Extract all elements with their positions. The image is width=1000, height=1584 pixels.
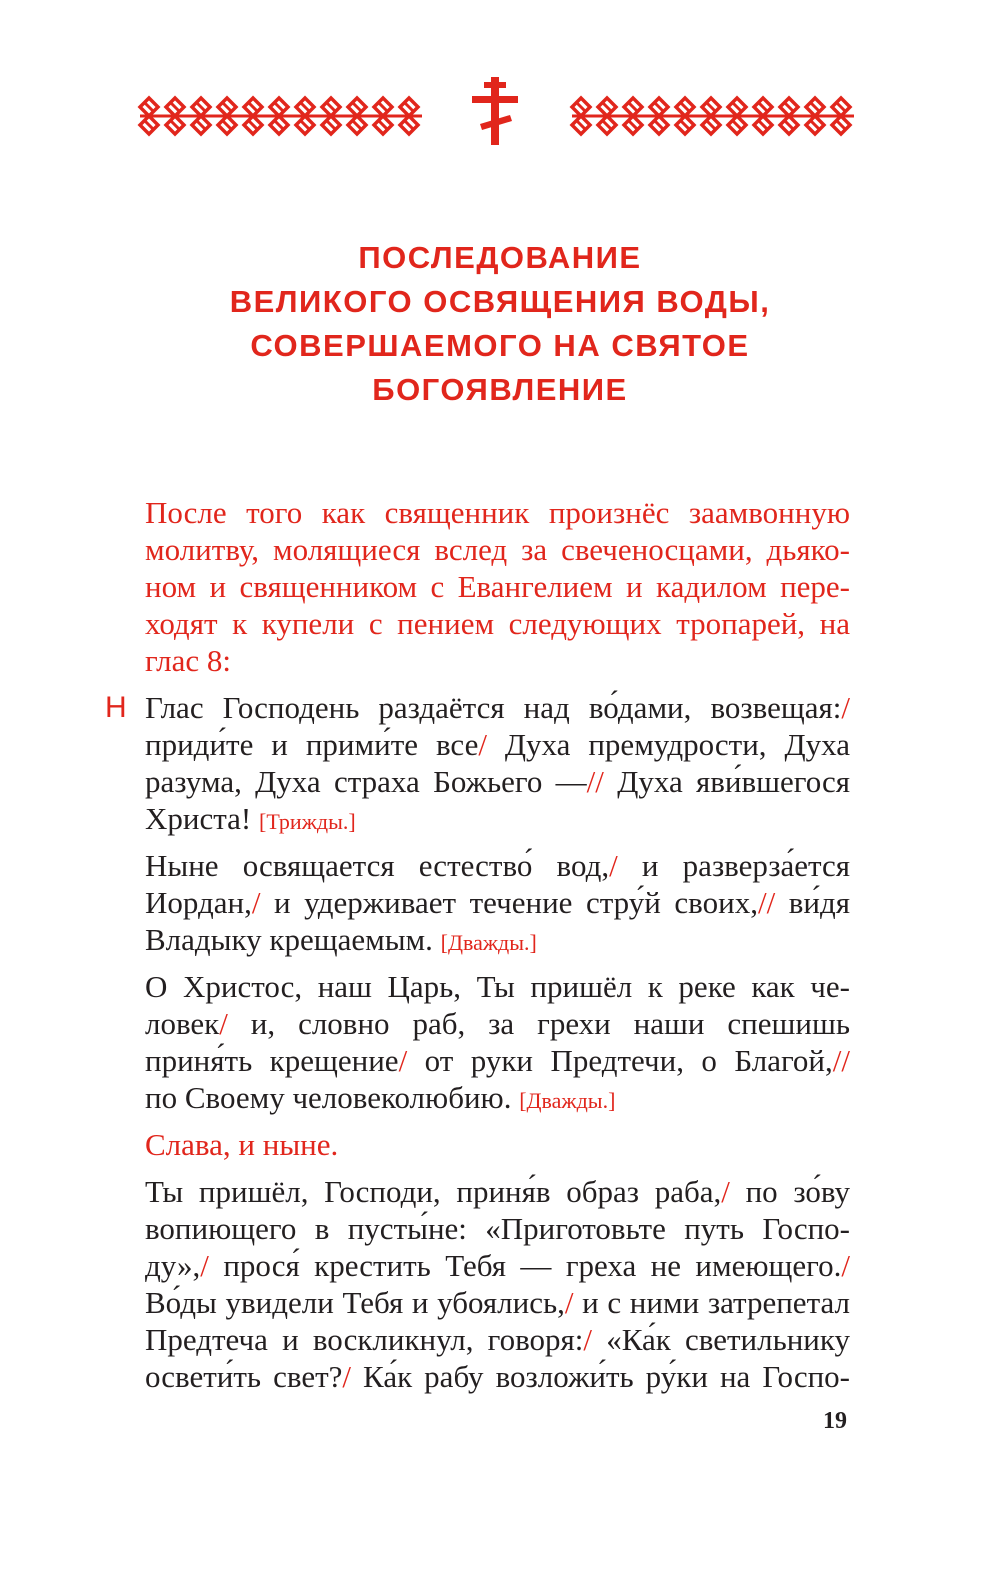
body-text	[105, 494, 851, 1405]
verse-text: ви́дя	[775, 885, 851, 920]
ornament-left-band	[140, 98, 422, 134]
intro-line: глас 8:	[145, 643, 231, 678]
repeat-note: [Дважды.]	[519, 1088, 616, 1113]
verse-text: от руки Предтечи, о Благой,	[407, 1043, 833, 1078]
page-number: 19	[823, 1408, 847, 1434]
pause-mark: /	[564, 1285, 574, 1320]
verse-text: ду»,	[145, 1248, 201, 1283]
intro-line: После того как священник произнёс заамвонную	[145, 495, 850, 530]
verse-text: освети́ть свет?	[145, 1359, 343, 1394]
repeat-note: [Трижды.]	[259, 809, 356, 834]
verse-text: Христа!	[145, 801, 259, 836]
rubric-text: Слава, и ныне.	[145, 1127, 339, 1162]
troparion-4	[145, 1173, 850, 1395]
pause-mark: /	[609, 848, 618, 883]
glory-rubric	[145, 1126, 850, 1163]
pause-mark: /	[841, 690, 850, 725]
verse-text: Ныне освящается естество́ вод,	[145, 848, 610, 883]
orthodox-cross-icon	[472, 77, 518, 145]
pause-mark: /	[478, 727, 487, 762]
verse-text: и удерживает течение стру́й своих,	[260, 885, 758, 920]
verse-text: Предтеча и воскликнул, говоря:	[145, 1322, 584, 1357]
verse-text: по Своему человеколюбию.	[145, 1080, 520, 1115]
double-pause-mark: //	[832, 1043, 851, 1078]
pause-mark: /	[251, 885, 261, 920]
pause-mark: /	[583, 1322, 593, 1357]
pause-mark: /	[721, 1174, 730, 1209]
pause-mark: /	[200, 1248, 209, 1283]
verse-text: Во́ды увидели Тебя и убоялись,	[145, 1285, 565, 1320]
pause-mark: /	[342, 1359, 352, 1394]
troparion-3	[145, 968, 850, 1116]
verse-text: разума, Духа страха Божьего —	[145, 764, 587, 799]
verse-text: Духа яви́вшегося	[603, 764, 850, 799]
verse-text: прося́ крестить Тебя — греха не имеющего.	[208, 1248, 842, 1283]
intro-line: молитву, молящиеся вслед за свеченосцами, дьяко-	[145, 532, 850, 567]
verse-text: Ты пришёл, Господи, приня́в образ раба,	[145, 1174, 722, 1209]
verse-text: Иордан,	[145, 885, 252, 920]
pause-mark: /	[841, 1248, 850, 1283]
page-title	[100, 236, 900, 412]
verse-text: и, словно раб, за грехи наши спешишь	[227, 1006, 850, 1041]
troparion-2	[145, 847, 850, 958]
verse-text: и с ними затрепетал	[573, 1285, 850, 1320]
title-line: ВЕЛИКОГО ОСВЯЩЕНИЯ ВОДЫ,	[229, 284, 771, 319]
verse-text: приди́те и прими́те все	[145, 727, 479, 762]
verse-text: Владыку крещаемым.	[145, 922, 441, 957]
title-line: БОГОЯВЛЕНИЕ	[372, 372, 628, 407]
verse-text: Глас Господень раздаётся над во́дами, возвещая:	[145, 690, 842, 725]
verse-text: «Ка́к светильнику	[592, 1322, 851, 1357]
title-line: ПОСЛЕДОВАНИЕ	[358, 240, 642, 275]
intro-line: ном и священником с Евангелием и кадилом пере-	[145, 569, 850, 604]
ornament-right-band	[572, 98, 854, 134]
verse-text: вопиющего в пусты́не: «Приготовьте путь Госпо-	[145, 1211, 850, 1246]
pause-mark: /	[398, 1043, 408, 1078]
verse-text: О Христос, наш Царь, Ты пришёл к реке как че-	[145, 969, 850, 1004]
verse-text: ловек	[145, 1006, 220, 1041]
double-pause-mark: //	[586, 764, 604, 799]
title-line: СОВЕРШАЕМОГО НА СВЯТОЕ	[250, 328, 750, 363]
double-pause-mark: //	[757, 885, 776, 920]
intro-line: ходят к купели с пением следующих тропарей, на	[145, 606, 850, 641]
verse-text: и разверза́ется	[617, 848, 850, 883]
intro-rubric	[145, 494, 850, 679]
verse-text: по зо́ву	[729, 1174, 850, 1209]
verse-text: Ка́к рабу возложи́ть ру́ки на Госпо-	[351, 1359, 850, 1394]
ornament-header	[0, 0, 1000, 170]
verse-marker: Н	[105, 691, 127, 724]
verse-text: приня́ть крещение	[145, 1043, 399, 1078]
pause-mark: /	[219, 1006, 228, 1041]
repeat-note: [Дважды.]	[440, 930, 537, 955]
verse-text: Духа премудрости, Духа	[486, 727, 850, 762]
troparion-1	[105, 689, 850, 837]
